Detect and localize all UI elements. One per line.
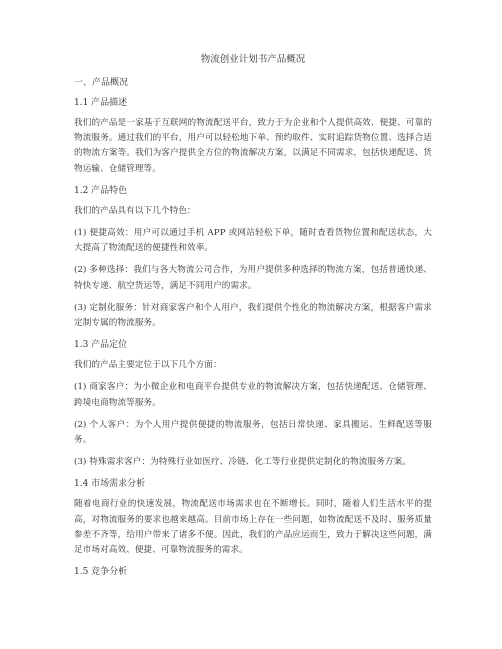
paragraph-market-demand: 随着电商行业的快速发展，物流配送市场需求也在不断增长。同时，随着人们生活水平的提高，对物流服务的要求也越来越高。目前市场上存在一些问题，如物流配送不及时、服务质量参差不齐等，给用户带来了诸多不便。因此，我们的产品应运而生，致力于解决这些问题，满足市场对高效、便捷、可靠物流服务的需求。 xyxy=(74,499,432,556)
list-item-positioning-business: (1) 商家客户：为小微企业和电商平台提供专业的物流解决方案，包括快递配送、仓储管理、跨境电商物流等服务。 xyxy=(74,382,432,408)
heading-product-features: 1.2 产品特色 xyxy=(74,185,128,196)
paragraph-product-description: 我们的产品是一家基于互联网的物流配送平台，致力于为企业和个人提供高效、便捷、可靠的物流服务。通过我们的平台，用户可以轻松地下单、预约取件、实时追踪货物位置、选择合适的物流方案等。我们为客户提供全方位的物流解决方案，以满足不同需求，包括快递配送、货物运输、仓储管理等。 xyxy=(74,118,432,174)
paragraph-features-intro: 我们的产品具有以下几个特色： xyxy=(74,205,196,216)
list-item-feature-convenient: (1) 便捷高效：用户可以通过手机 APP 或网站轻松下单，随时查看货物位置和配送状态，大大提高了物流配送的便捷性和效率。 xyxy=(74,228,432,254)
list-item-feature-choices: (2) 多种选择：我们与各大物流公司合作，为用户提供多种选择的物流方案，包括普通快递、特快专递、航空货运等，满足不同用户的需求。 xyxy=(74,265,432,291)
heading-competition: 1.5 竞争分析 xyxy=(74,567,128,578)
document-title: 物流创业计划书产品概况 xyxy=(200,54,306,65)
heading-market-demand: 1.4 市场需求分析 xyxy=(74,479,146,490)
list-item-positioning-personal: (2) 个人客户：为个人用户提供便捷的物流服务，包括日常快递、家具搬运、生鲜配送等服务。 xyxy=(74,419,432,446)
list-item-feature-custom: (3) 定制化服务：针对商家客户和个人用户，我们提供个性化的物流解决方案，根据客户需求定制专属的物流服务。 xyxy=(74,302,432,329)
section-heading-overview: 一、产品概况 xyxy=(74,78,129,88)
heading-product-description: 1.1 产品描述 xyxy=(74,98,128,108)
list-item-positioning-special: (3) 特殊需求客户：为特殊行业如医疗、冷链、化工等行业提供定制化的物流服务方案。 xyxy=(74,457,411,468)
paragraph-positioning-intro: 我们的产品主要定位于以下几个方面： xyxy=(74,360,222,371)
heading-product-positioning: 1.3 产品定位 xyxy=(74,340,128,351)
